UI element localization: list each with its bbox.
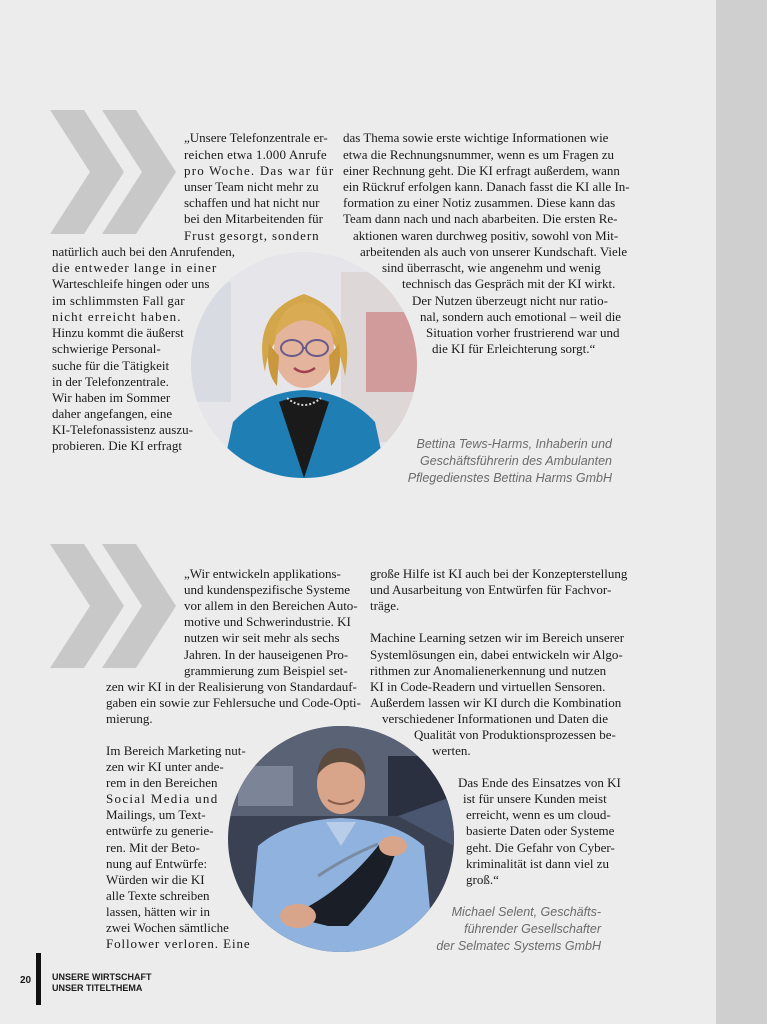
caption-line: Geschäftsführerin des Ambulanten — [419, 454, 612, 468]
text-line: zwei Wochen sämtliche — [106, 920, 229, 935]
text-line: im schlimmsten Fall gar — [52, 293, 185, 308]
text-line: suche für die Tätigkeit — [52, 358, 170, 373]
text-line: ein Rückruf erfolgen kann. Danach fasst die KI alle In- — [343, 179, 630, 194]
text-line: sind überrascht, wie angenehm und wenig — [382, 260, 601, 275]
text-line: grammierung zum Beispiel set- — [184, 663, 348, 678]
text-line: technisch das Gespräch mit der KI wirkt. — [402, 276, 616, 291]
text-line: groß.“ — [466, 872, 499, 887]
text-line: und Ausarbeitung von Entwürfen für Fachvor- — [370, 582, 612, 597]
text-line: schaffen und hat nicht nur — [184, 195, 320, 210]
text-line: rithmen zur Anomalienerkennung und nutzen — [370, 663, 607, 678]
text-line: „Unsere Telefonzentrale er- — [184, 130, 328, 145]
text-line: Frust gesorgt, sondern — [184, 228, 320, 243]
text-line: basierte Daten oder Systeme — [466, 823, 615, 838]
text-line: lassen, hätten wir in — [106, 904, 210, 919]
portrait-photo-michael — [228, 726, 454, 952]
footer-line: UNSERE WIRTSCHAFT — [52, 972, 152, 982]
page-side-band — [716, 0, 767, 1024]
text-line: Außerdem lassen wir KI durch die Kombination — [370, 695, 622, 710]
text-line: erreicht, wenn es um cloud- — [466, 807, 611, 822]
text-line: daher angefangen, eine — [52, 406, 173, 421]
text-line: Der Nutzen überzeugt nicht nur ratio- — [412, 293, 609, 308]
text-line: Hinzu kommt die äußerst — [52, 325, 184, 340]
text-line: einer Rechnung geht. Die KI erfragt außerdem, wann — [343, 163, 620, 178]
text-line: „Wir entwickeln applikations- — [184, 566, 341, 581]
text-line: Wir haben im Sommer — [52, 390, 171, 405]
text-line: Systemlösungen ein, dabei entwickeln wir Algo- — [370, 647, 623, 662]
caption-line: der Selmatec Systems GmbH — [436, 939, 601, 953]
text-line: in der Telefonzentrale. — [52, 374, 169, 389]
text-line: bei den Mitarbeitenden für — [184, 211, 323, 226]
text-line: aktionen waren durchweg positiv, sowohl von Mit- — [353, 228, 619, 243]
text-line: Im Bereich Marketing nut- — [106, 743, 246, 758]
text-line: pro Woche. Das war für — [184, 163, 335, 178]
text-line: Das Ende des Einsatzes von KI — [458, 775, 621, 790]
text-line: rem in den Bereichen — [106, 775, 218, 790]
text-line: formation zu einer Notiz zusammen. Diese kann das — [343, 195, 616, 210]
text-line: große Hilfe ist KI auch bei der Konzepterstellung — [370, 566, 628, 581]
photo-caption — [436, 904, 601, 955]
text-line: reichen etwa 1.000 Anrufe — [184, 147, 327, 162]
text-line: ist für unsere Kunden meist — [463, 791, 607, 806]
text-line: mierung. — [106, 711, 153, 726]
text-line: entwürfe zu generie- — [106, 823, 214, 838]
text-line: kriminalität ist dann viel zu — [466, 856, 609, 871]
footer-line: UNSER TITELTHEMA — [52, 982, 143, 993]
text-line: verschiedener Informationen und Daten die — [382, 711, 608, 726]
quote-chevron-icon — [50, 544, 178, 668]
text-line: zen wir KI in der Realisierung von Standardauf- — [106, 679, 357, 694]
text-line: ren. Mit der Beto- — [106, 840, 200, 855]
footer-section-label — [52, 972, 152, 993]
text-line: Situation vorher frustrierend war und — [426, 325, 620, 340]
text-line: schwierige Personal- — [52, 341, 161, 356]
text-line: KI in Code-Readern und virtuellen Sensoren. — [370, 679, 606, 694]
text-line: probieren. Die KI erfragt — [52, 438, 182, 453]
text-line: nal, sondern auch emotional – weil die — [420, 309, 622, 324]
text-line: geht. Die Gefahr von Cyber- — [466, 840, 615, 855]
text-line: KI-Telefonassistenz auszu- — [52, 422, 193, 437]
quote-chevron-icon — [50, 110, 178, 234]
text-line: nicht erreicht haben. — [52, 309, 182, 324]
text-line: gaben ein sowie zur Fehlersuche und Code-Opti- — [106, 695, 361, 710]
text-line: etwa die Rechnungsnummer, wenn es um Fragen zu — [343, 147, 614, 162]
text-line: natürlich auch bei den Anrufenden, — [52, 244, 236, 259]
text-line: Mailings, um Text- — [106, 807, 206, 822]
text-line: Follower verloren. Eine — [106, 936, 251, 951]
text-line: und kundenspezifische Systeme — [184, 582, 351, 597]
text-line: Jahren. In der hauseigenen Pro- — [184, 647, 349, 662]
text-line: zen wir KI unter ande- — [106, 759, 224, 774]
text-line: Warteschleife hingen oder uns — [52, 276, 210, 291]
text-line: werten. — [432, 743, 471, 758]
caption-line: Michael Selent, Geschäfts- — [451, 905, 601, 919]
text-line: alle Texte schreiben — [106, 888, 210, 903]
text-line: das Thema sowie erste wichtige Informationen wie — [343, 130, 609, 145]
page-number: 20 — [20, 975, 32, 986]
text-line: die entweder lange in einer — [52, 260, 218, 275]
portrait-photo-bettina — [191, 252, 417, 478]
text-line: die KI für Erleichterung sorgt.“ — [432, 341, 596, 356]
footer-divider — [36, 953, 41, 1005]
text-line: nung auf Entwürfe: — [106, 856, 208, 871]
text-line: unser Team nicht mehr zu — [184, 179, 319, 194]
text-line: motive und Schwerindustrie. KI — [184, 614, 351, 629]
caption-line: Bettina Tews-Harms, Inhaberin und — [416, 437, 612, 451]
text-line: nutzen wir seit mehr als sechs — [184, 630, 340, 645]
caption-line: führender Gesellschafter — [464, 922, 601, 936]
text-line: vor allem in den Bereichen Auto- — [184, 598, 358, 613]
text-line: arbeitenden als auch von unserer Kundschaft. Viele — [360, 244, 628, 259]
text-line: Qualität von Produktionsprozessen be- — [414, 727, 616, 742]
caption-line: Pflegedienstes Bettina Harms GmbH — [407, 471, 612, 485]
text-line: Social Media und — [106, 791, 219, 806]
photo-caption — [408, 436, 612, 487]
text-line: Würden wir die KI — [106, 872, 205, 887]
text-line: Team dann nach und nach abarbeiten. Die ersten Re- — [343, 211, 618, 226]
text-line: träge. — [370, 598, 400, 613]
text-line: Machine Learning setzen wir im Bereich unserer — [370, 630, 625, 645]
